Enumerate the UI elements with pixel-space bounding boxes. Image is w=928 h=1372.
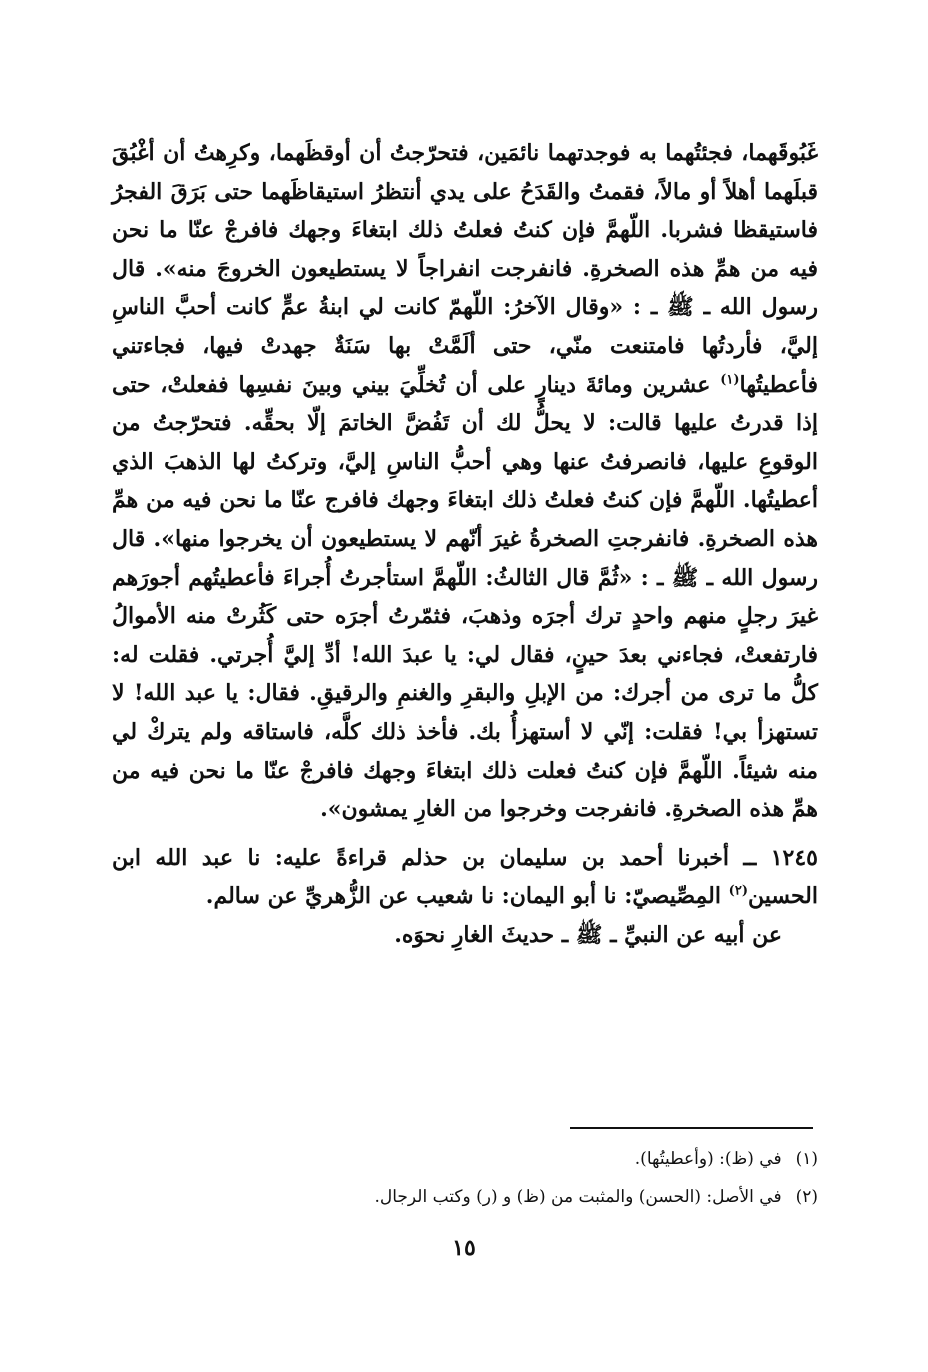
footnote-number: (٢) — [795, 1187, 818, 1207]
footnote-reference: (١) — [720, 372, 740, 388]
hadith-chain: المِصِّيصيّ: نا أبو اليمان: نا شعيب عن الزُّهريِّ عن سالم. — [205, 883, 729, 910]
footnote-text: في (ظ): (وأعطيتُها). — [634, 1149, 782, 1169]
hadith-entry — [112, 839, 818, 916]
paragraph-text: عشرين ومائةَ دينارٍ على أن تُخلِّيَ بيني وبينَ نفسِها ففعلتْ، حتى إذا قدرتُ عليها قالت: لا يحلُّ لك أن تَفُضَّ الخاتمَ إلّا بحقِّه. فتحرّجتُ من الوقوعِ عليها، فانصرفتُ عنها وهي أحبُّ الناسِ إليَّ، وتركتُ لها الذهبَ الذي أعطيتُها. اللّهمَّ فإن كنتُ فعلتُ ذلك ابتغاءَ وجهك فافرج عنّا ما نحن فيه من همِّ هذه الصخرةِ. فانفرجتِ الصخرةُ غيرَ أنّهم لا يستطيعون أن يخرجوا منها». قال رسول الله ـ ﷺ ـ : «ثُمَّ قال الثالثُ: اللّهمَّ استأجرتُ أُجراءَ فأعطيتُهم أجورَهم غيرَ رجلٍ منهم واحدٍ ترك أجرَه وذهبَ، فثمّرتُ أجرَه حتى كَثُرتْ منه الأموالُ فارتفعتْ، فجاءني بعدَ حينٍ، فقال لي: يا عبدَ الله! أدِّ إليَّ أُجرتي. فقلت له: كلُّ ما ترى من أجرك: من الإبلِ والبقرِ والغنمِ والرقيقِ. فقال: يا عبد الله! لا تستهزأ بي! فقلت: إنّي لا أستهزأُ بك. فأخذ ذلك كلَّه، فاستاقه ولم يتركْ لي منه شيئاً. اللّهمَّ فإن كنتُ فعلت ذلك ابتغاءَ وجهك فافرجْ عنّا ما نحن فيه من همِّ هذه الصخرةِ. فانفرجت وخرجوا من الغارِ يمشون». — [112, 371, 818, 823]
footnote-reference: (٢) — [728, 883, 748, 899]
hadith-continuation: عن أبيه عن النبيِّ ـ ﷺ ـ حديثَ الغارِ نحوَه. — [394, 921, 782, 948]
page-number: ١٥ — [452, 1235, 476, 1261]
footnote — [112, 1178, 818, 1216]
paragraph — [112, 134, 818, 829]
footnote-divider — [570, 1127, 813, 1129]
footnote-text: في الأصل: (الحسن) والمثبت من (ظ) و (ر) وكتب الرجال. — [374, 1187, 782, 1207]
footnotes — [112, 1140, 818, 1216]
paragraph-text: غَبُوقَهما، فجئتُهما به فوجدتهما نائمَين، فتحرّجتُ أن أوقظَهما، وكرِهتُ أن أغْبُقَ قبلَهما أهلاً أو مالاً، فقمتُ والقَدَحُ على يدي أنتظرُ استيقاظَهما حتى بَرَقَ الفجرُ فاستيقظا فشربا. اللّهمَّ فإن كنتُ فعلتُ ذلك ابتغاءَ وجهك فافرجْ عنّا ما نحن فيه من همِّ هذه الصخرةِ. فانفرجت انفراجاً لا يستطيعون الخروجَ منه». قال رسول الله ـ ﷺ ـ : «وقال الآخرُ: اللّهمّ كانت لي ابنةُ عمٍّ كانت أحبَّ الناسِ إليَّ، فأردتُها فامتنعت منّي، حتى ألَمَّتْ بها سَنَةٌ جهدتْ فيها، فجاءتني فأعطيتُها — [112, 140, 818, 398]
footnote-number: (١) — [795, 1149, 818, 1169]
hadith-chain: ــ أخبرنا أحمد بن سليمان بن حذلم قراءةً عليه: نا عبد الله ابن الحسين — [112, 844, 818, 910]
hadith-number: ١٢٤٥ — [770, 844, 818, 871]
footnote — [112, 1140, 818, 1178]
main-text — [112, 134, 818, 954]
